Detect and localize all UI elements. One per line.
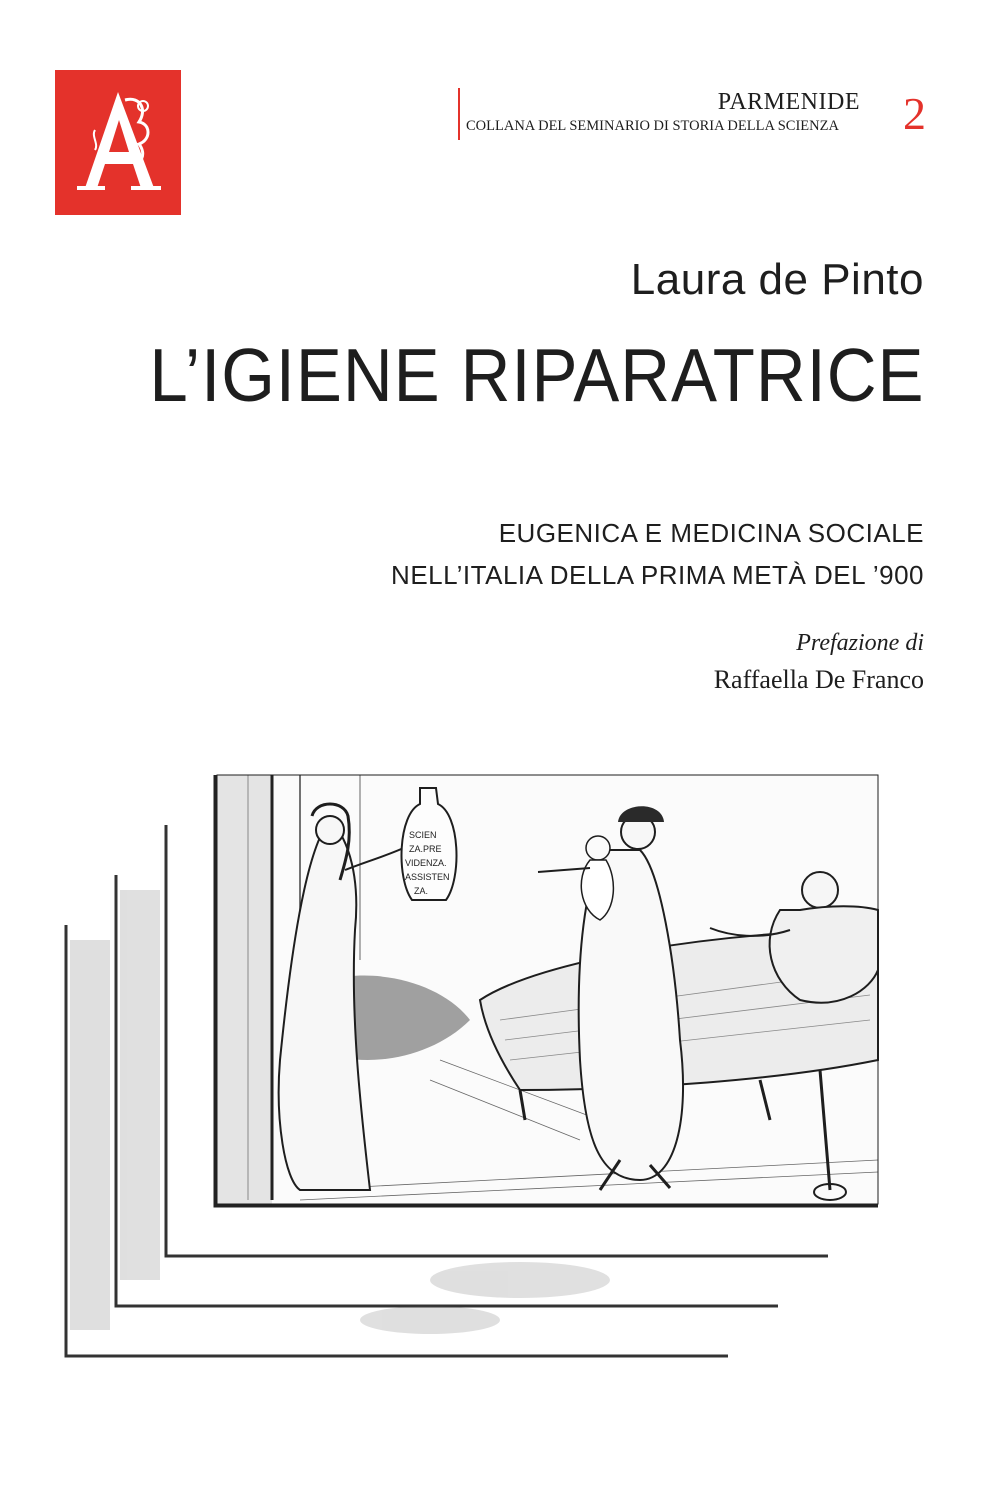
book-title: L’IGIENE RIPARATRICE: [148, 333, 924, 417]
book-subtitle: [391, 512, 924, 596]
aracne-a-logo-icon: [55, 70, 181, 215]
svg-text:SCIEN: SCIEN: [409, 830, 437, 840]
preface-author: Raffaella De Franco: [713, 665, 924, 694]
main-picture: [217, 775, 878, 1204]
publisher-logo: [55, 70, 181, 215]
series-number: 2: [903, 88, 926, 139]
svg-text:ZA.: ZA.: [414, 886, 429, 896]
series-subtitle: COLLANA DEL SEMINARIO DI STORIA DELLA SCIENZA: [466, 118, 839, 134]
preface-label: Prefazione di: [796, 630, 924, 656]
svg-text:ZA.PRE: ZA.PRE: [409, 844, 442, 854]
series-block: [458, 88, 928, 140]
series-name: PARMENIDE: [717, 89, 860, 115]
subtitle-line-2: NELL’ITALIA DELLA PRIMA METÀ DEL ’900: [391, 560, 924, 590]
engraving-illustration-icon: [0, 760, 1000, 1360]
subtitle-line-1: EUGENICA E MEDICINA SOCIALE: [498, 518, 924, 548]
author-name: Laura de Pinto: [630, 255, 924, 304]
svg-text:ASSISTEN: ASSISTEN: [405, 872, 450, 882]
svg-text:VIDENZA.: VIDENZA.: [405, 858, 447, 868]
